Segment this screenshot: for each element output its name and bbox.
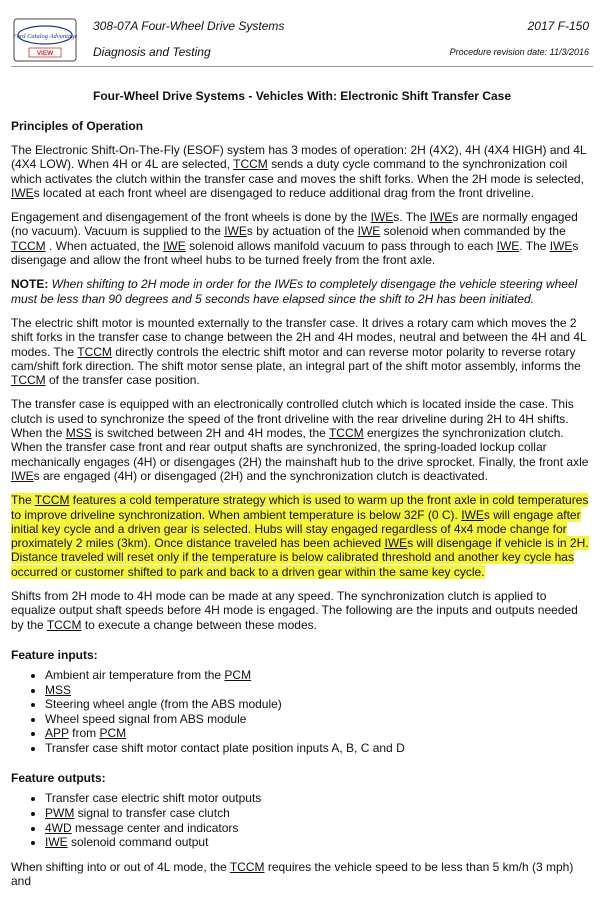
link-tccm[interactable]: TCCM: [77, 344, 112, 359]
vehicle-model: 2017 F-150: [527, 19, 589, 33]
link-iwe[interactable]: IWE: [429, 210, 453, 225]
feature-inputs-list: [11, 668, 593, 756]
list-item: • Transfer case electric shift motor outputs: [45, 791, 593, 806]
section-title: 308-07A Four-Wheel Drive Systems: [93, 19, 285, 33]
link-tccm[interactable]: TCCM: [46, 617, 82, 632]
list-item: • Wheel speed signal from ABS module: [45, 712, 593, 727]
link-tccm[interactable]: TCCM: [11, 373, 46, 388]
svg-text:VIEW: VIEW: [36, 50, 54, 57]
link-iwe[interactable]: IWE: [11, 185, 34, 200]
link-iwe[interactable]: IWE: [549, 238, 573, 253]
note-label: NOTE:: [11, 277, 49, 292]
link-4wd[interactable]: 4WD: [45, 820, 72, 835]
link-iwe[interactable]: IWE: [357, 224, 381, 239]
paragraph-shift-speeds: Shifts from 2H mode to 4H mode can be made at any speed. The synchronization clutch is applied to equalize output shaft speeds before 4H mode is engaged. The following are the inputs and outputs needed by the TCCM to execute a change between these modes.: [11, 589, 578, 632]
link-pwm[interactable]: PWM: [45, 806, 75, 821]
link-mss[interactable]: MSS: [65, 426, 92, 441]
link-iwe[interactable]: IWE: [384, 536, 408, 551]
list-item: • Ambient air temperature from the PCM: [45, 668, 593, 683]
paragraph-cold-temperature-highlighted: The TCCM features a cold temperature strategy which is used to warm up the front axle in cold temperatures to improve driveline synchronization. When ambient temperature is below 32F (0 C). IWEs will engage after initial key cycle and a driven gear is selected. Hubs will stay engaged regardless of 4x4 mode change for proximately 2 miles (3km). Once distance traveled has been achieved IWEs will disengage if vehicle is in 2H. Distance traveled will reset only if the temperature is below calibrated threshold and another key cycle has occurred or customer shifted to park and back to a driven gear within the same key cycle.: [11, 493, 589, 579]
ford-catalog-logo: [13, 18, 77, 62]
link-tccm[interactable]: TCCM: [34, 493, 70, 508]
revision-date: Procedure revision date: 11/3/2016: [449, 47, 589, 57]
link-tccm[interactable]: TCCM: [233, 157, 268, 172]
list-item: • 4WD message center and indicators: [45, 821, 593, 836]
link-iwe[interactable]: IWE: [224, 224, 247, 239]
list-item: [45, 683, 593, 698]
link-iwe[interactable]: IWE: [461, 507, 484, 522]
paragraph-clutch-sync: The transfer case is equipped with an electronically controlled clutch which is located inside the case. This clutch is used to synchronize the speed of the front driveline with the rear driveline during 2H to 4H shifts. When the MSS is switched between 2H and 4H modes, the TCCM energizes the synchronization clutch. When the transfer case front and rear output shafts are synchronized, the spring-loaded lockup collar mechanically engages (4H) or disengages (2H) the mainshaft hub to the drive sprocket. Finally, the front axle IWEs are engaged (4H) or disengaged (2H) and the synchronization clutch is deactivated.: [11, 397, 589, 483]
paragraph-shift-motor: The electric shift motor is mounted externally to the transfer case. It drives a rotary cam which moves the 2 shift forks in the transfer case to change between the 2H and 4H modes, neutral and between the 4H and 4L modes. The TCCM directly controls the electric shift motor and can reverse motor polarity to reverse rotary cam/shift fork direction. The shift motor sense plate, an integral part of the shift motor assembly, informs the TCCM of the transfer case position.: [11, 315, 587, 388]
link-mss[interactable]: MSS: [45, 682, 72, 697]
list-item: • PWM signal to transfer case clutch: [45, 806, 593, 821]
link-iwe[interactable]: IWE: [370, 210, 394, 225]
link-iwe[interactable]: IWE: [163, 238, 186, 253]
feature-outputs-heading: Feature outputs:: [11, 771, 106, 786]
note-paragraph: [11, 277, 593, 306]
note-text: When shifting to 2H mode in order for the IWEs to completely disengage the vehicle steering wheel must be less than 90 degrees and 5 seconds have elapsed since the shift to 2H has been initiated.: [11, 277, 578, 306]
list-item: • Steering wheel angle (from the ABS module): [45, 697, 593, 712]
document-title: Four-Wheel Drive Systems - Vehicles With: Electronic Shift Transfer Case: [92, 89, 511, 103]
link-pcm[interactable]: PCM: [99, 726, 127, 741]
list-item: • IWE solenoid command output: [45, 835, 593, 850]
link-iwe[interactable]: IWE: [45, 835, 68, 850]
link-tccm[interactable]: TCCM: [328, 426, 364, 441]
page-header: [11, 0, 593, 67]
principles-heading: Principles of Operation: [11, 119, 144, 133]
link-tccm[interactable]: TCCM: [11, 238, 46, 253]
list-item: • Transfer case shift motor contact plate position inputs A, B, C and D: [45, 741, 593, 756]
paragraph-front-wheel-engagement: Engagement and disengagement of the front wheels is done by the IWEs. The IWEs are normally engaged (no vacuum). Vacuum is supplied to the IWEs by actuation of the IWE solenoid when commanded by the TCCM . When actuated, the IWE solenoid allows manifold vacuum to pass through to each IWE. The IWEs disengage and allow the front wheel hubs to be turned freely from the front axle.: [11, 210, 579, 268]
link-pcm[interactable]: PCM: [224, 667, 252, 682]
feature-outputs-list: [11, 791, 593, 849]
link-app[interactable]: APP: [45, 726, 69, 741]
link-tccm[interactable]: TCCM: [229, 859, 265, 874]
list-item: • APP from PCM: [45, 726, 593, 741]
svg-text:Ford Catalog Advantage: Ford Catalog Advantage: [13, 33, 77, 40]
feature-inputs-heading: Feature inputs:: [11, 647, 98, 662]
paragraph-esof-modes: The Electronic Shift-On-The-Fly (ESOF) system has 3 modes of operation: 2H (4X2), 4H (4X4 HIGH) and 4L (4X4 LOW). When 4H or 4L are selected, TCCM sends a duty cycle command to the synchronization coil which activates the clutch within the transfer case and moves the shift forks. When the 2H mode is selected, IWEs located at each front wheel are disengaged to reduce additional drag from the front driveline.: [11, 143, 587, 200]
subsection-title: Diagnosis and Testing: [93, 45, 211, 59]
link-iwe[interactable]: IWE: [496, 238, 520, 253]
paragraph-4l-shift: When shifting into or out of 4L mode, the TCCM requires the vehicle speed to be less than 5 km/h (3 mph) and: [11, 859, 574, 889]
link-iwe[interactable]: IWE: [11, 468, 34, 483]
